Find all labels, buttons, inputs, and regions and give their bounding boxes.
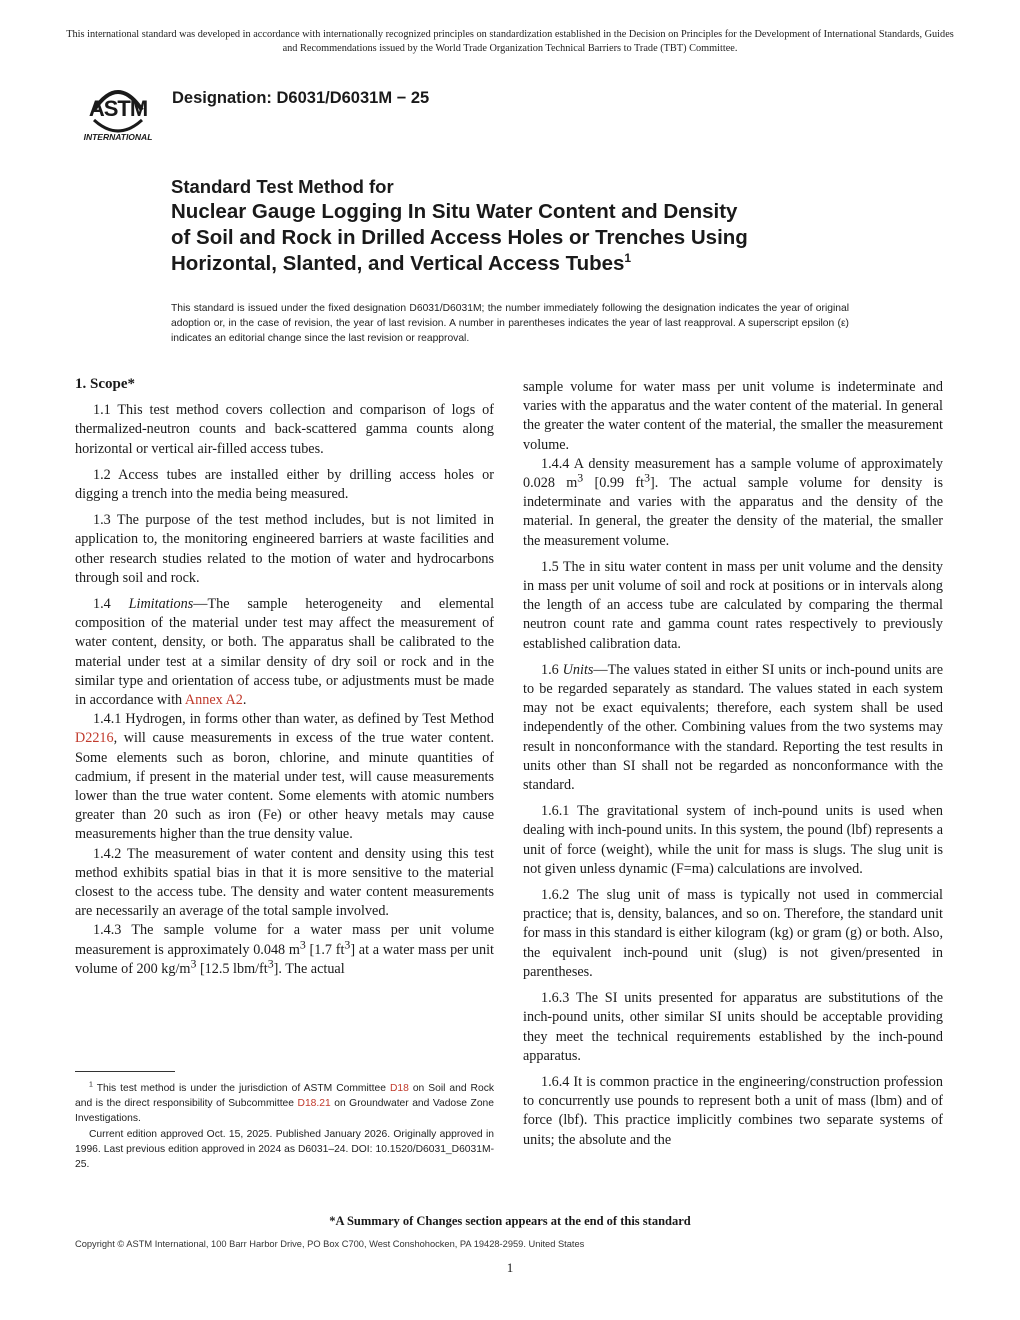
logo-sub: INTERNATIONAL [83,132,153,142]
title-line-2: Nuclear Gauge Logging In Situ Water Content and Density [171,200,738,223]
footnote-edition: Current edition approved Oct. 15, 2025. Published January 2026. Originally approved in 1996. Last previous edition approved in 2024 as D6031–24. DOI: 10.1520/D6031_D6031M-25. [75,1128,494,1171]
title-line-4: Horizontal, Slanted, and Vertical Access Tubes [171,252,625,275]
para-1-5: 1.5 The in situ water content in mass per unit volume and the density in mass per unit volume of soil and rock at positions or in intervals along the length of an access tube are calculated by comparing the thermal neutron count rate and gamma count rates respectively to previously established calibration data. [523,558,943,652]
footnote-1: $^1$ This test method is under the jurisdiction of ASTM Committee D18 on Soil and Rock and is the direct responsibility of Subcommittee D18.21 on Groundwater and Vadose Zone Investigations. [75,1081,495,1125]
para-1-1: 1.1 This test method covers collection and comparison of logs of thermalized-neutron counts and back-scattered gamma counts along horizontal or vertical air-filled access tubes. [75,402,494,457]
para-1-6-1: 1.6.1 The gravitational system of inch-pound units is used when dealing with inch-pound units. In this system, the pound (lbf) represents a unit of force (weight), while the unit for mass is slugs. The slug unit is not given unless dynamic (F=ma) calculations are involved. [523,803,943,877]
header-notice: This international standard was developed in accordance with internationally recognized principles on standardization established in the Decision on Principles for the Development of International Standards, Guides and Recommendations issued by the World Trade Organization Technical Barriers to Trade (TBT) Committee. [66,29,954,54]
copyright: Copyright © ASTM International, 100 Barr Harbor Drive, PO Box C700, West Conshohocken, PA 19428-2959. United States [75,1239,585,1249]
footnote-divider [75,1071,175,1072]
d18-link[interactable]: D18 [389,1083,409,1094]
para-1-4: 1.4 Limitations—The sample heterogeneity and elemental composition of the material under test may affect the measurement of water content, density, or both. The apparatus shall be calibrated to the material under test at a similar density of dry soil or rock and in the similar type and orientation of access tube, or adjustments must be made in accordance with Annex A2. [75,596,495,709]
para-1-6-4: 1.6.4 It is common practice in the engineering/construction profession to concurrently use pounds to represent both a unit of mass (lbm) and of force (lbf). This practice implicitly combines two separate systems of units; the absolute and the [523,1073,943,1148]
astm-logo [74,70,162,144]
title-line-3: of Soil and Rock in Drilled Access Holes or Trenches Using [171,226,748,249]
para-1-6: 1.6 Units—The values stated in either SI units or inch-pound units are to be regarded separately as standard. The values stated in each system may not be exact equivalents; therefore, each system shall be used independently of the other. Combining values from the two systems may result in nonconformance with the standard. Reporting the test results in units other than SI shall not be regarded as nonconformance with the standard. [523,661,943,794]
summary-of-changes-note: *A Summary of Changes section appears at the end of this standard [329,1214,691,1228]
d18-21-link[interactable]: D18.21 [297,1098,331,1110]
para-1-3: 1.3 The purpose of the test method includes, but is not limited in application to, the monitoring engineered barriers at waste facilities and other research studies related to the motion of water and hydrocarbons through soil and rock. [75,512,494,586]
para-1-4-2: 1.4.2 The measurement of water content and density using this test method exhibits spatial bias in that it is more sensitive to the material closest to the access tube. The density and water content measurements are necessarily an average of the total sample involved. [75,845,494,920]
para-1-2: 1.2 Access tubes are installed either by drilling access holes or digging a trench into the media being measured. [75,466,494,503]
d2216-link[interactable]: D2216 [75,730,114,747]
para-1-4-3-continued: sample volume for water mass per unit volume is indeterminate and varies with the apparatus and the water content of the material. In general the greater the water content of the material, the smaller the measurement volume. [523,379,943,453]
para-1-4-3: 1.4.3 The sample volume for a water mass per unit volume measurement is approximately 0.048 $m^3$ [1.7 $ft^3$] at a water mass per unit volume of 200 $kg/m^3$ [12.5 lbm/$ft^3$]. The actual [75,922,494,977]
annex-a2-link[interactable]: Annex A2 [184,692,243,709]
title-line-1: Standard Test Method for [171,176,394,197]
para-1-4-1: 1.4.1 Hydrogen, in forms other than water, as defined by Test Method D2216, will cause measurements in excess of the true water content. Some elements such as boron, chlorine, and minute quantities of cadmium, if present in the material under test, will cause measurements lower than the true water content. Some elements with atomic numbers greater than 20 such as iron (Fe) or other heavy metals may cause measurements higher than the true density value. [75,711,494,843]
document-title [171,175,891,277]
footnotes [75,1081,494,1172]
designation: Designation: D6031/D6031M − 25 [172,89,430,107]
section-heading-scope: 1. Scope* [75,376,135,392]
para-1-6-3: 1.6.3 The SI units presented for apparatus are substitutions of the inch-pound units, other similar SI units should be acceptable providing they meet the technical requirements established by the inch-pound apparatus. [523,990,943,1064]
para-1-6-2: 1.6.2 The slug unit of mass is typically not used in commercial practice; that is, density, balances, and so on. Therefore, the standard unit for mass in this standard is either kilogram (kg) or gram (g) or both. Also, the equivalent inch-pound unit (slug) is not given/presented in parentheses. [523,887,943,980]
page-number: 1 [506,1260,514,1275]
left-column [75,375,494,979]
title-footnote-mark[interactable]: 1 [624,251,632,266]
para-1-4-4: 1.4.4 A density measurement has a sample volume of approximately 0.028 $m^3$ [0.99 $ft^3$]. The actual sample volume for density is indeterminate and varies with the apparatus and the density of the material. In general, the greater the density of the material, the smaller the measurement volume. [523,455,943,549]
logo-letters: ASTM [88,96,148,121]
right-column [523,378,943,1157]
issue-note: This standard is issued under the fixed designation D6031/D6031M; the number immediately following the designation indicates the year of original adoption or, in the case of revision, the year of last revision. A number in parentheses indicates the year of last reapproval. A superscript epsilon (ε) indicates an editorial change since the last revision or reapproval. [171,303,849,344]
